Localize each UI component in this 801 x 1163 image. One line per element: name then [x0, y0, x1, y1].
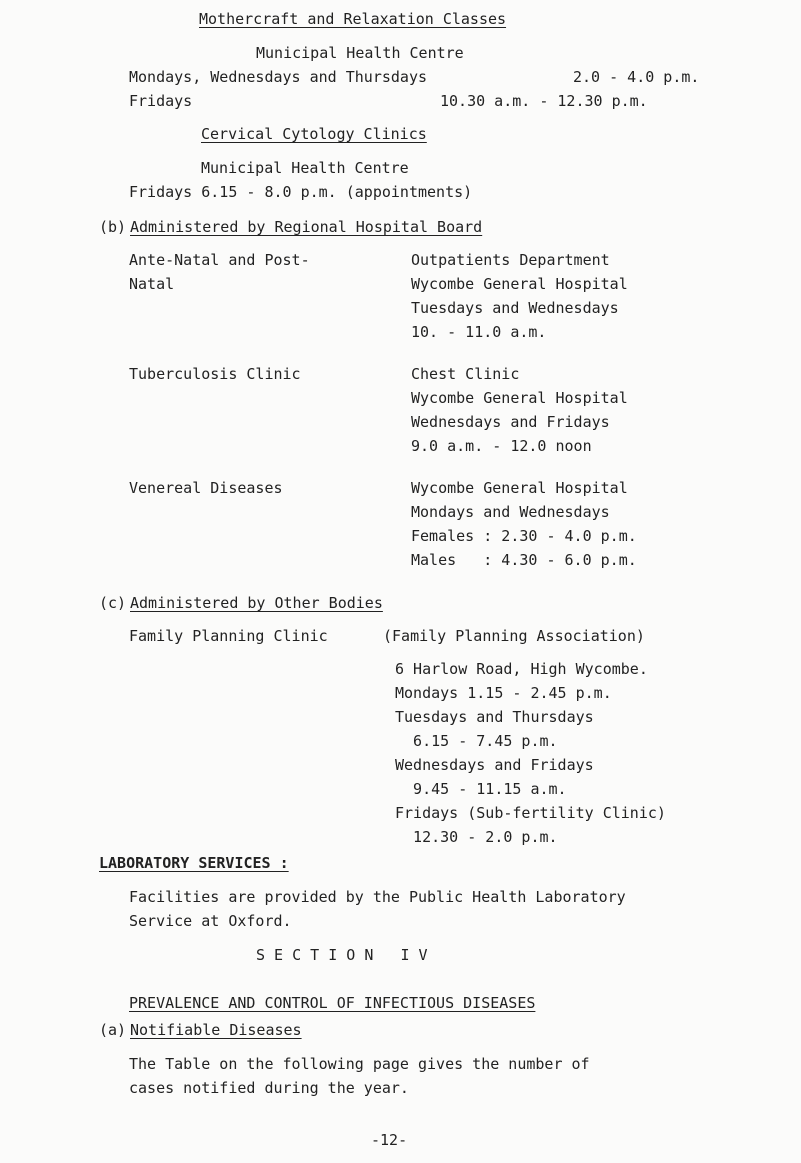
mothercraft-days-2: Fridays — [129, 92, 193, 110]
section-iv-marker: (a) — [99, 1021, 127, 1039]
tb-line: Wednesdays and Fridays — [411, 413, 610, 431]
fp-line: Mondays 1.15 - 2.45 p.m. — [395, 684, 612, 702]
fp-line: 9.45 - 11.15 a.m. — [395, 780, 567, 798]
mothercraft-title: Mothercraft and Relaxation Classes — [199, 10, 507, 28]
section-c-marker: (c) — [99, 594, 127, 612]
tb-line: 9.0 a.m. - 12.0 noon — [411, 437, 592, 455]
section-iv-heading: S E C T I O N I V — [256, 946, 428, 964]
vd-line: Mondays and Wednesdays — [411, 503, 610, 521]
tb-line: Wycombe General Hospital — [411, 389, 628, 407]
laboratory-title: LABORATORY SERVICES : — [99, 854, 289, 872]
section-b-title: Administered by Regional Hospital Board — [130, 218, 483, 236]
fp-line: 6.15 - 7.45 p.m. — [395, 732, 558, 750]
cytology-venue: Municipal Health Centre — [201, 159, 409, 177]
antenatal-line: Wycombe General Hospital — [411, 275, 628, 293]
section-iv-subheading: PREVALENCE AND CONTROL OF INFECTIOUS DISEASES — [129, 994, 536, 1012]
vd-label: Venereal Diseases — [129, 479, 283, 497]
section-b-marker: (b) — [99, 218, 127, 236]
fp-line: 12.30 - 2.0 p.m. — [395, 828, 558, 846]
antenatal-line: Tuesdays and Wednesdays — [411, 299, 619, 317]
page-number: -12- — [371, 1131, 408, 1149]
fp-line: (Family Planning Association) — [383, 627, 645, 645]
section-c-title: Administered by Other Bodies — [130, 594, 383, 612]
section-iv-text-1: The Table on the following page gives the number of — [129, 1055, 590, 1073]
vd-line: Wycombe General Hospital — [411, 479, 628, 497]
mothercraft-time-1: 2.0 - 4.0 p.m. — [573, 68, 700, 86]
laboratory-text-2: Service at Oxford. — [129, 912, 292, 930]
tb-line: Chest Clinic — [411, 365, 520, 383]
antenatal-label-1: Ante-Natal and Post- — [129, 251, 310, 269]
fp-line: Fridays (Sub-fertility Clinic) — [395, 804, 666, 822]
cytology-time: Fridays 6.15 - 8.0 p.m. (appointments) — [129, 183, 473, 201]
mothercraft-time-2: 10.30 a.m. - 12.30 p.m. — [440, 92, 648, 110]
mothercraft-venue: Municipal Health Centre — [256, 44, 464, 62]
antenatal-line: 10. - 11.0 a.m. — [411, 323, 547, 341]
laboratory-text-1: Facilities are provided by the Public Health Laboratory — [129, 888, 626, 906]
antenatal-line: Outpatients Department — [411, 251, 610, 269]
fp-line: Tuesdays and Thursdays — [395, 708, 594, 726]
antenatal-label-2: Natal — [129, 275, 175, 293]
fp-label: Family Planning Clinic — [129, 627, 328, 645]
tb-label: Tuberculosis Clinic — [129, 365, 301, 383]
fp-line: 6 Harlow Road, High Wycombe. — [395, 660, 648, 678]
vd-line: Males : 4.30 - 6.0 p.m. — [411, 551, 637, 569]
fp-line: Wednesdays and Fridays — [395, 756, 594, 774]
section-iv-text-2: cases notified during the year. — [129, 1079, 409, 1097]
cytology-title: Cervical Cytology Clinics — [201, 125, 427, 143]
notifiable-diseases-title: Notifiable Diseases — [130, 1021, 302, 1039]
mothercraft-days-1: Mondays, Wednesdays and Thursdays — [129, 68, 428, 86]
vd-line: Females : 2.30 - 4.0 p.m. — [411, 527, 637, 545]
